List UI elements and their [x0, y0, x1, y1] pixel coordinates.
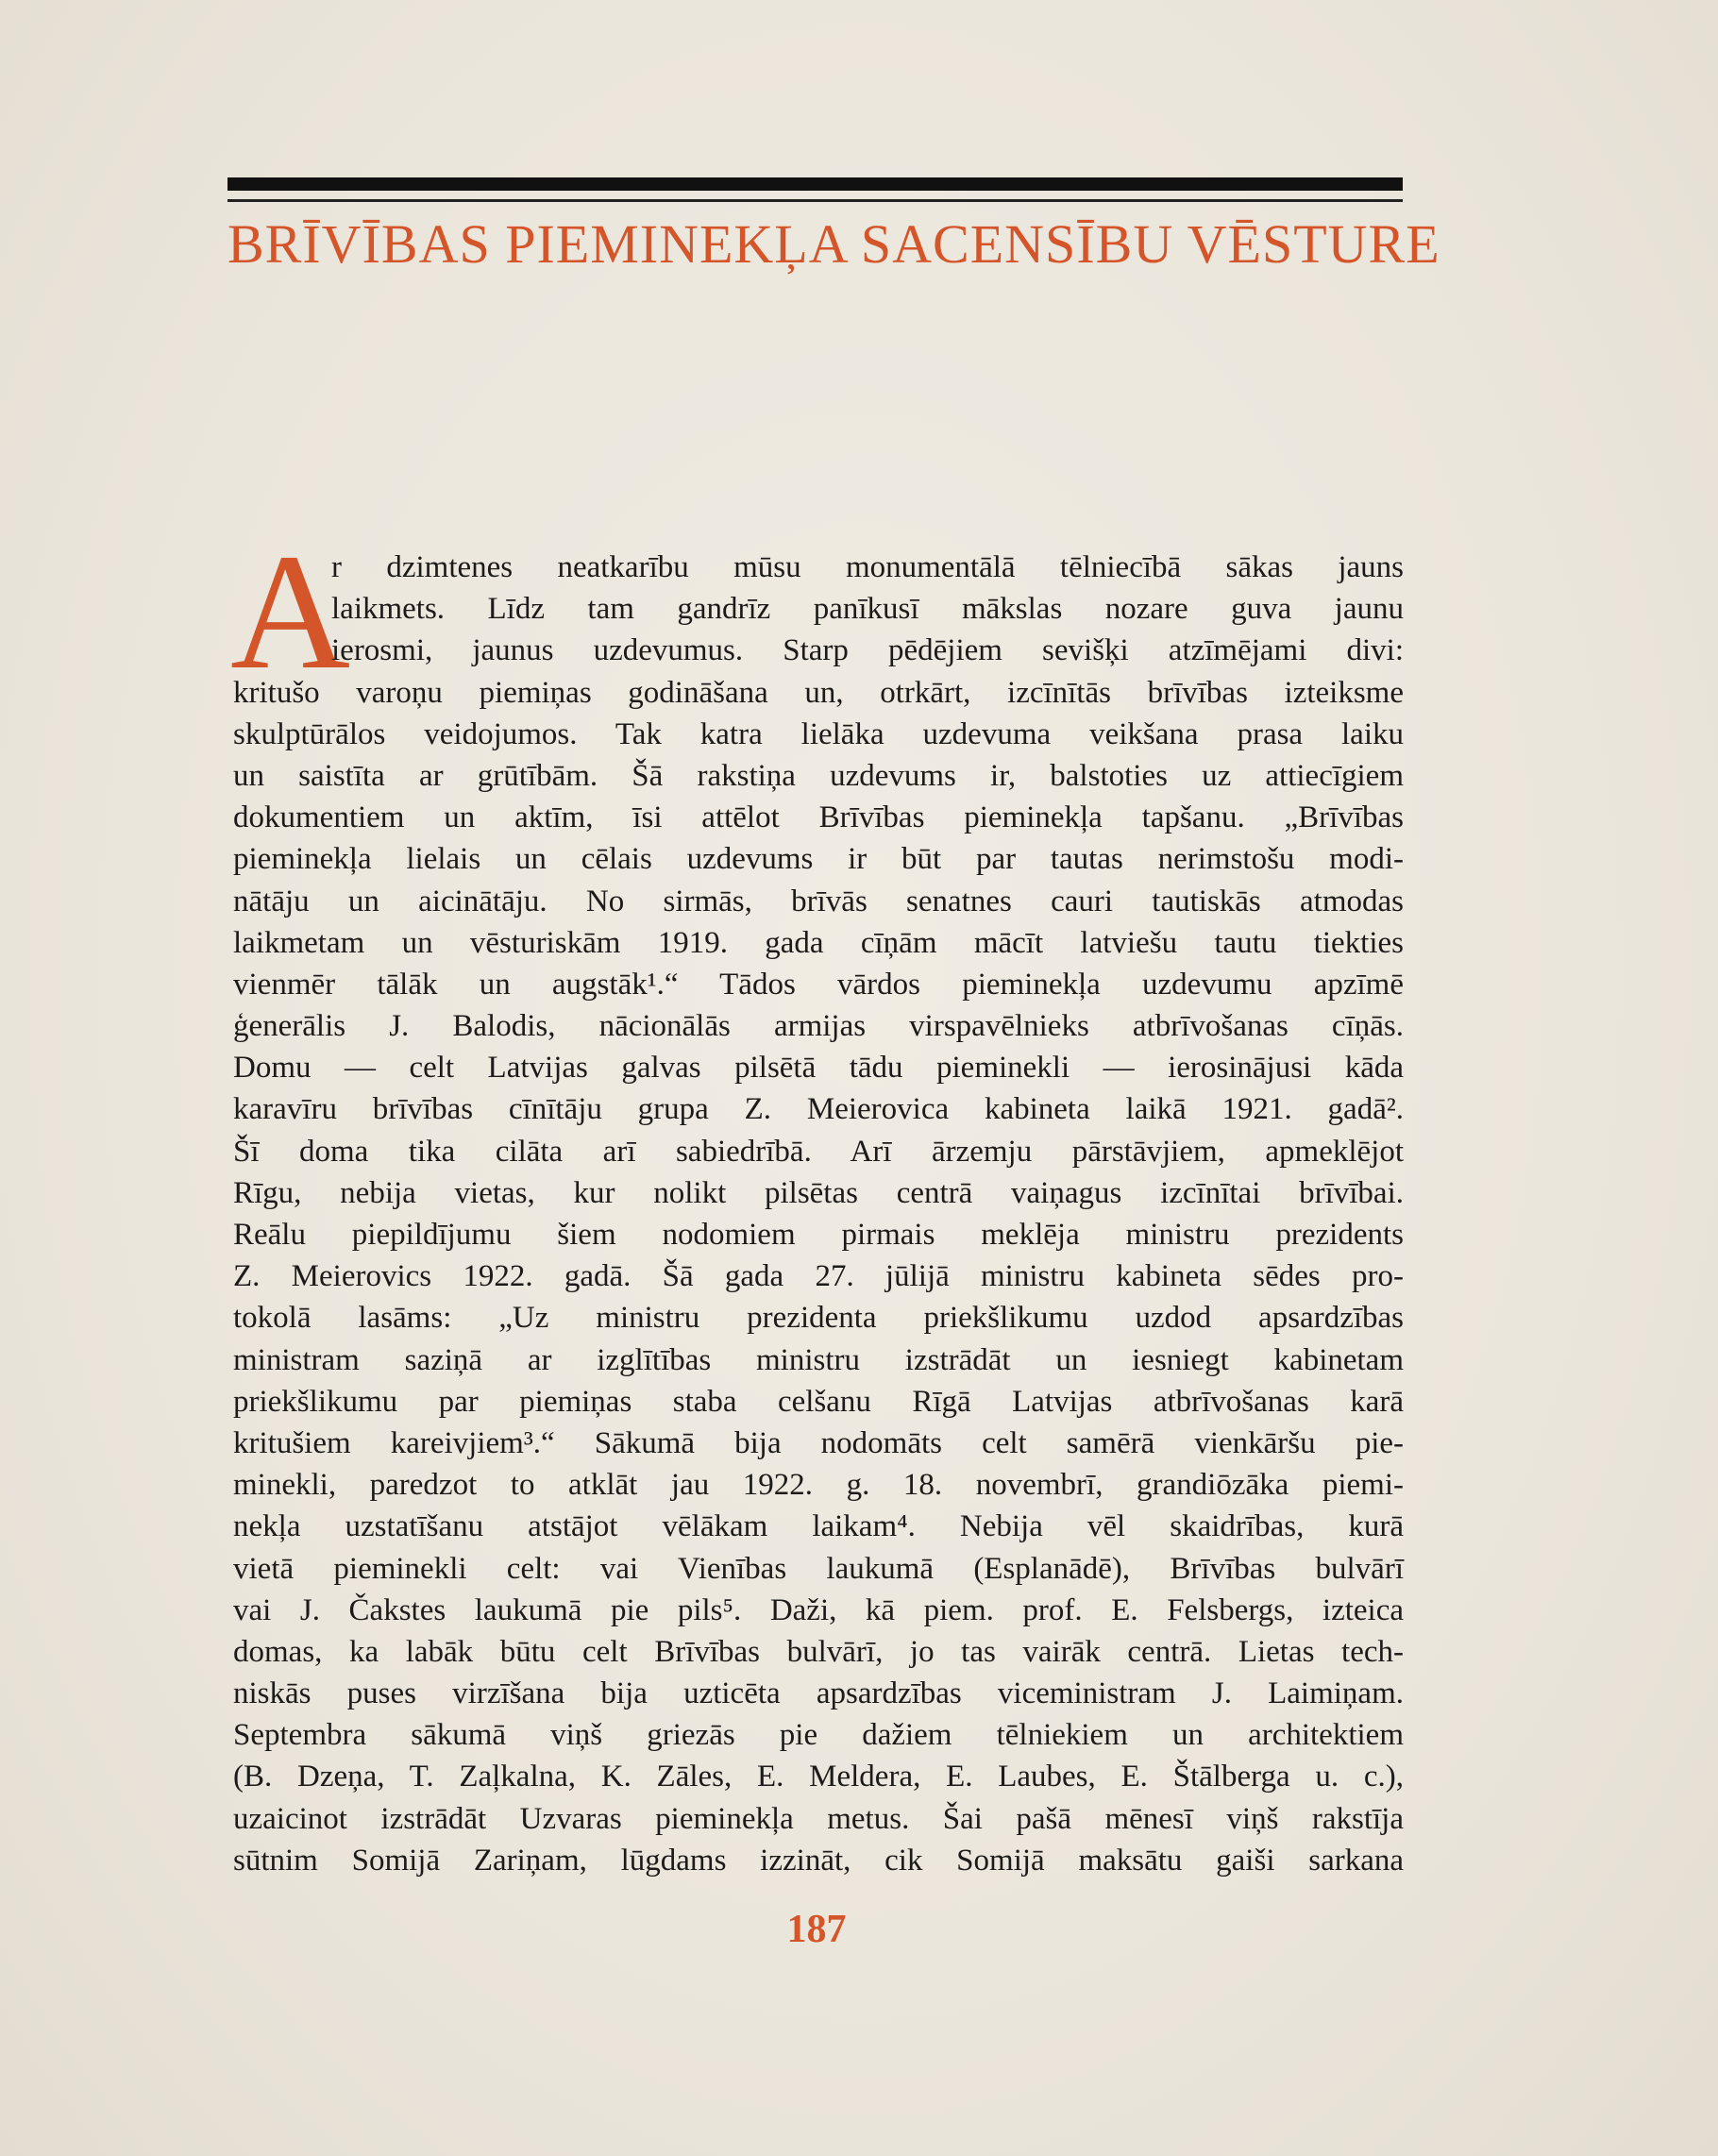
text-line: laikmetam un vēsturiskām 1919. gada cīņām mācīt latviešu tautu tiekties — [233, 925, 1404, 960]
text-line: vai J. Čakstes laukumā pie pils⁵. Daži, kā piem. prof. E. Felsbergs, izteica — [233, 1592, 1404, 1627]
header-rule-thick — [227, 177, 1403, 191]
text-line: un saistīta ar grūtībām. Šā rakstiņa uzdevums ir, balstoties uz attiecīgiem — [233, 758, 1404, 793]
text-line: niskās puses virzīšana bija uzticēta apsardzības viceministram J. Laimiņam. — [233, 1676, 1404, 1711]
text-line: ierosmi, jaunus uzdevumus. Starp pēdējiem sevišķi atzīmējami divi: — [331, 633, 1404, 668]
text-line: tokolā lasāms: „Uz ministru prezidenta priekšlikumu uzdod apsardzības — [233, 1301, 1404, 1336]
text-line: ministram saziņā ar izglītības ministru izstrādāt un iesniegt kabinetam — [233, 1342, 1404, 1377]
text-line: skulptūrālos veidojumos. Tak katra lielāka uzdevuma veikšana prasa laiku — [233, 716, 1404, 751]
text-line: dokumentiem un aktīm, īsi attēlot Brīvības pieminekļa tapšanu. „Brīvības — [233, 800, 1404, 835]
text-line: minekli, paredzot to atklāt jau 1922. g. 18. novembrī, grandiōzāka piemi- — [233, 1468, 1404, 1503]
body-text — [233, 547, 1404, 1881]
text-line: Rīgu, nebija vietas, kur nolikt pilsētas centrā vaiņagus izcīnītai brīvībai. — [233, 1175, 1404, 1210]
header-rule-thin — [227, 199, 1403, 202]
text-line: laikmets. Līdz tam gandrīz panīkusī mākslas nozare guva jaunu — [331, 592, 1404, 627]
text-line: Z. Meierovics 1922. gadā. Šā gada 27. jūlijā ministru kabineta sēdes pro- — [233, 1259, 1404, 1294]
text-line: ģenerālis J. Balodis, nācionālās armijas virspavēlnieks atbrīvošanas cīņās. — [233, 1009, 1404, 1044]
text-line: (B. Dzeņa, T. Zaļkalna, K. Zāles, E. Meldera, E. Laubes, E. Štālberga u. c.), — [233, 1760, 1404, 1794]
page-title: BRĪVĪBAS PIEMINEKĻA SACENSĪBU VĒSTURE — [227, 213, 1440, 275]
text-line: r dzimtenes neatkarību mūsu monumentālā tēlniecībā sākas jauns — [331, 550, 1404, 584]
text-line: Domu — celt Latvijas galvas pilsētā tādu pieminekli — ierosinājusi kāda — [233, 1051, 1404, 1086]
text-line: kritušo varoņu piemiņas godināšana un, otrkārt, izcīnītās brīvības izteiksme — [233, 675, 1404, 710]
text-line: kritušiem kareivjiem³.“ Sākumā bija nodomāts celt samērā vienkāršu pie- — [233, 1425, 1404, 1460]
text-line: nātāju un aicinātāju. No sirmās, brīvās senatnes cauri tautiskās atmodas — [233, 884, 1404, 918]
text-line: domas, ka labāk būtu celt Brīvības bulvārī, jo tas vairāk centrā. Lietas tech- — [233, 1634, 1404, 1669]
text-line: nekļa uzstatīšanu atstājot vēlākam laikam⁴. Nebija vēl skaidrības, kurā — [233, 1509, 1404, 1544]
text-line: Septembra sākumā viņš griezās pie dažiem tēlniekiem un architektiem — [233, 1718, 1404, 1753]
text-line: pieminekļa lielais un cēlais uzdevums ir būt par tautas nerimstošu modi- — [233, 842, 1404, 877]
drop-cap: A — [230, 520, 351, 704]
text-line: vietā pieminekli celt: vai Vienības laukumā (Esplanādē), Brīvības bulvārī — [233, 1551, 1404, 1586]
text-line: priekšlikumu par piemiņas staba celšanu Rīgā Latvijas atbrīvošanas karā — [233, 1384, 1404, 1419]
text-line: vienmēr tālāk un augstāk¹.“ Tādos vārdos pieminekļa uzdevumu apzīmē — [233, 967, 1404, 1002]
text-line: Reālu piepildījumu šiem nodomiem pirmais meklēja ministru prezidents — [233, 1218, 1404, 1252]
text-line: sūtnim Somijā Zariņam, lūgdams izzināt, cik Somijā maksātu gaiši sarkana — [233, 1843, 1404, 1878]
page-number: 187 — [786, 1908, 847, 1951]
text-line: karavīru brīvības cīnītāju grupa Z. Meierovica kabineta laikā 1921. gadā². — [233, 1092, 1404, 1127]
text-line: Šī doma tika cilāta arī sabiedrībā. Arī ārzemju pārstāvjiem, apmeklējot — [233, 1134, 1404, 1169]
text-line: uzaicinot izstrādāt Uzvaras pieminekļa metus. Šai pašā mēnesī viņš rakstīja — [233, 1801, 1404, 1836]
